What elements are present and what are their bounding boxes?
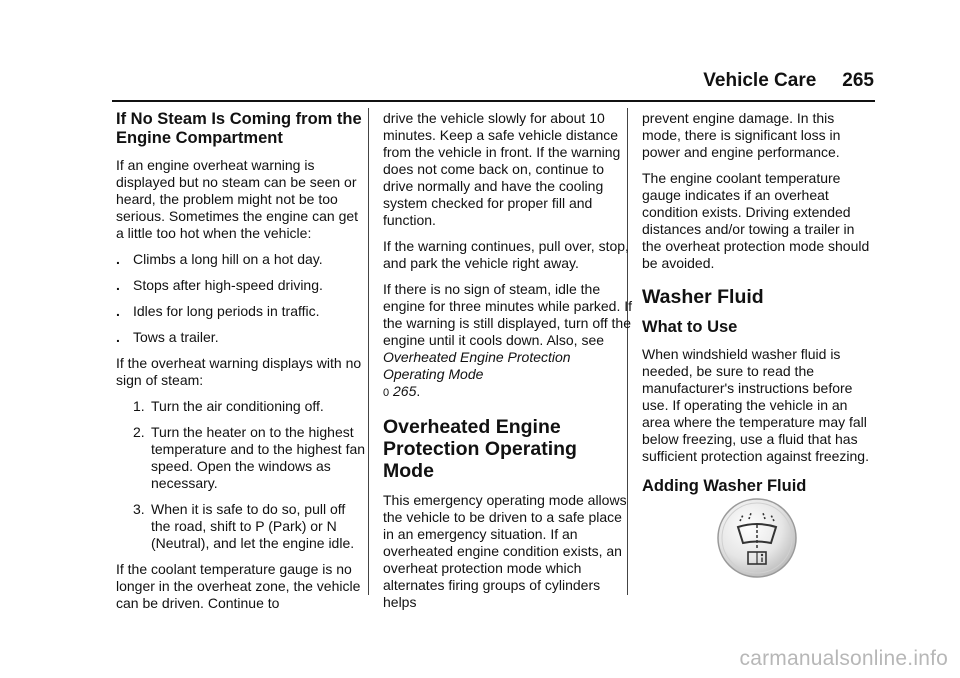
step-text: When it is safe to do so, pull off the road, shift to P (Park) or N (Neutral), and let the engine idle.	[151, 501, 355, 551]
paragraph: prevent engine damage. In this mode, there is significant loss in power and engine performance.	[642, 110, 841, 160]
column-3	[642, 110, 876, 505]
list-item-text: Tows a trailer.	[133, 329, 219, 345]
list-item	[116, 303, 366, 320]
list-item	[116, 329, 366, 346]
list-item-text: Idles for long periods in traffic.	[133, 303, 320, 319]
list-item	[116, 251, 366, 268]
cross-reference-link[interactable]: Overheated Engine Protection Operating Mode	[383, 349, 571, 382]
section-heading-no-steam: If No Steam Is Coming from the Engine Compartment	[116, 110, 362, 147]
subheading-what-to-use: What to Use	[642, 318, 738, 336]
washer-fluid-cap-icon	[716, 497, 798, 579]
paragraph: If the warning continues, pull over, stop, and park the vehicle right away.	[383, 238, 629, 271]
list-item-text: Stops after high-speed driving.	[133, 277, 323, 293]
section-heading-washer-fluid: Washer Fluid	[642, 286, 764, 308]
bullet: .	[116, 277, 120, 293]
step-item	[116, 424, 366, 492]
bullet: .	[116, 251, 120, 267]
step-number: 3.	[133, 501, 145, 517]
paragraph: This emergency operating mode allows the vehicle to be driven to a safe place in an emergency situation. If an overheated engine condition exists, an overheat protection mode which alternates firing groups of cylinders helps	[383, 492, 627, 610]
step-number: 1.	[133, 398, 145, 414]
period: .	[416, 383, 421, 399]
column-1	[116, 110, 366, 621]
column-2	[383, 110, 633, 620]
column-divider-1	[368, 108, 369, 595]
page-reference-icon: 0	[383, 387, 390, 399]
paragraph: If the overheat warning displays with no sign of steam:	[116, 355, 362, 388]
paragraph: drive the vehicle slowly for about 10 minutes. Keep a safe vehicle distance from the vehicle in front. If the warning does not come back on, continue to drive normally and have the cooling system checked for proper fill and function.	[383, 110, 621, 228]
step-number: 2.	[133, 424, 145, 440]
list-item	[116, 277, 366, 294]
list-item-text: Climbs a long hill on a hot day.	[133, 251, 323, 267]
step-item	[116, 501, 366, 552]
paragraph: When windshield washer fluid is needed, be sure to read the manufacturer's instructions before use. If operating the vehicle in an area where the temperature may fall below freezing, use a fluid that has sufficient protection against freezing.	[642, 346, 869, 464]
page-header	[703, 70, 874, 92]
section-heading-overheated-engine: Overheated Engine Protection Operating Mode	[383, 416, 577, 482]
bullet: .	[116, 329, 120, 345]
paragraph: The engine coolant temperature gauge indicates if an overheat condition exists. Driving extended distances and/or towing a trailer in the overheat protection mode should be avoided.	[642, 170, 870, 271]
subheading-adding-washer-fluid: Adding Washer Fluid	[642, 477, 807, 495]
step-text: Turn the heater on to the highest temperature and to the highest fan speed. Open the windows as necessary.	[151, 424, 366, 491]
paragraph-text: If there is no sign of steam, idle the engine for three minutes while parked. If the warning is still displayed, turn off the engine until it cools down. Also, see	[383, 281, 633, 348]
header-rule	[112, 100, 875, 102]
step-text: Turn the air conditioning off.	[151, 398, 324, 414]
paragraph	[383, 281, 633, 402]
paragraph: If the coolant temperature gauge is no longer in the overheat zone, the vehicle can be driven. Continue to	[116, 561, 361, 611]
header-title: Vehicle Care	[703, 70, 817, 91]
page-reference[interactable]: 265	[393, 383, 417, 399]
step-item	[116, 398, 366, 415]
bullet: .	[116, 303, 120, 319]
page-number: 265	[842, 70, 874, 91]
paragraph: If an engine overheat warning is displayed but no steam can be seen or heard, the problem might not be too serious. Sometimes the engine can get a little too hot when the vehicle:	[116, 157, 359, 241]
watermark: carmanualsonline.info	[739, 647, 948, 670]
